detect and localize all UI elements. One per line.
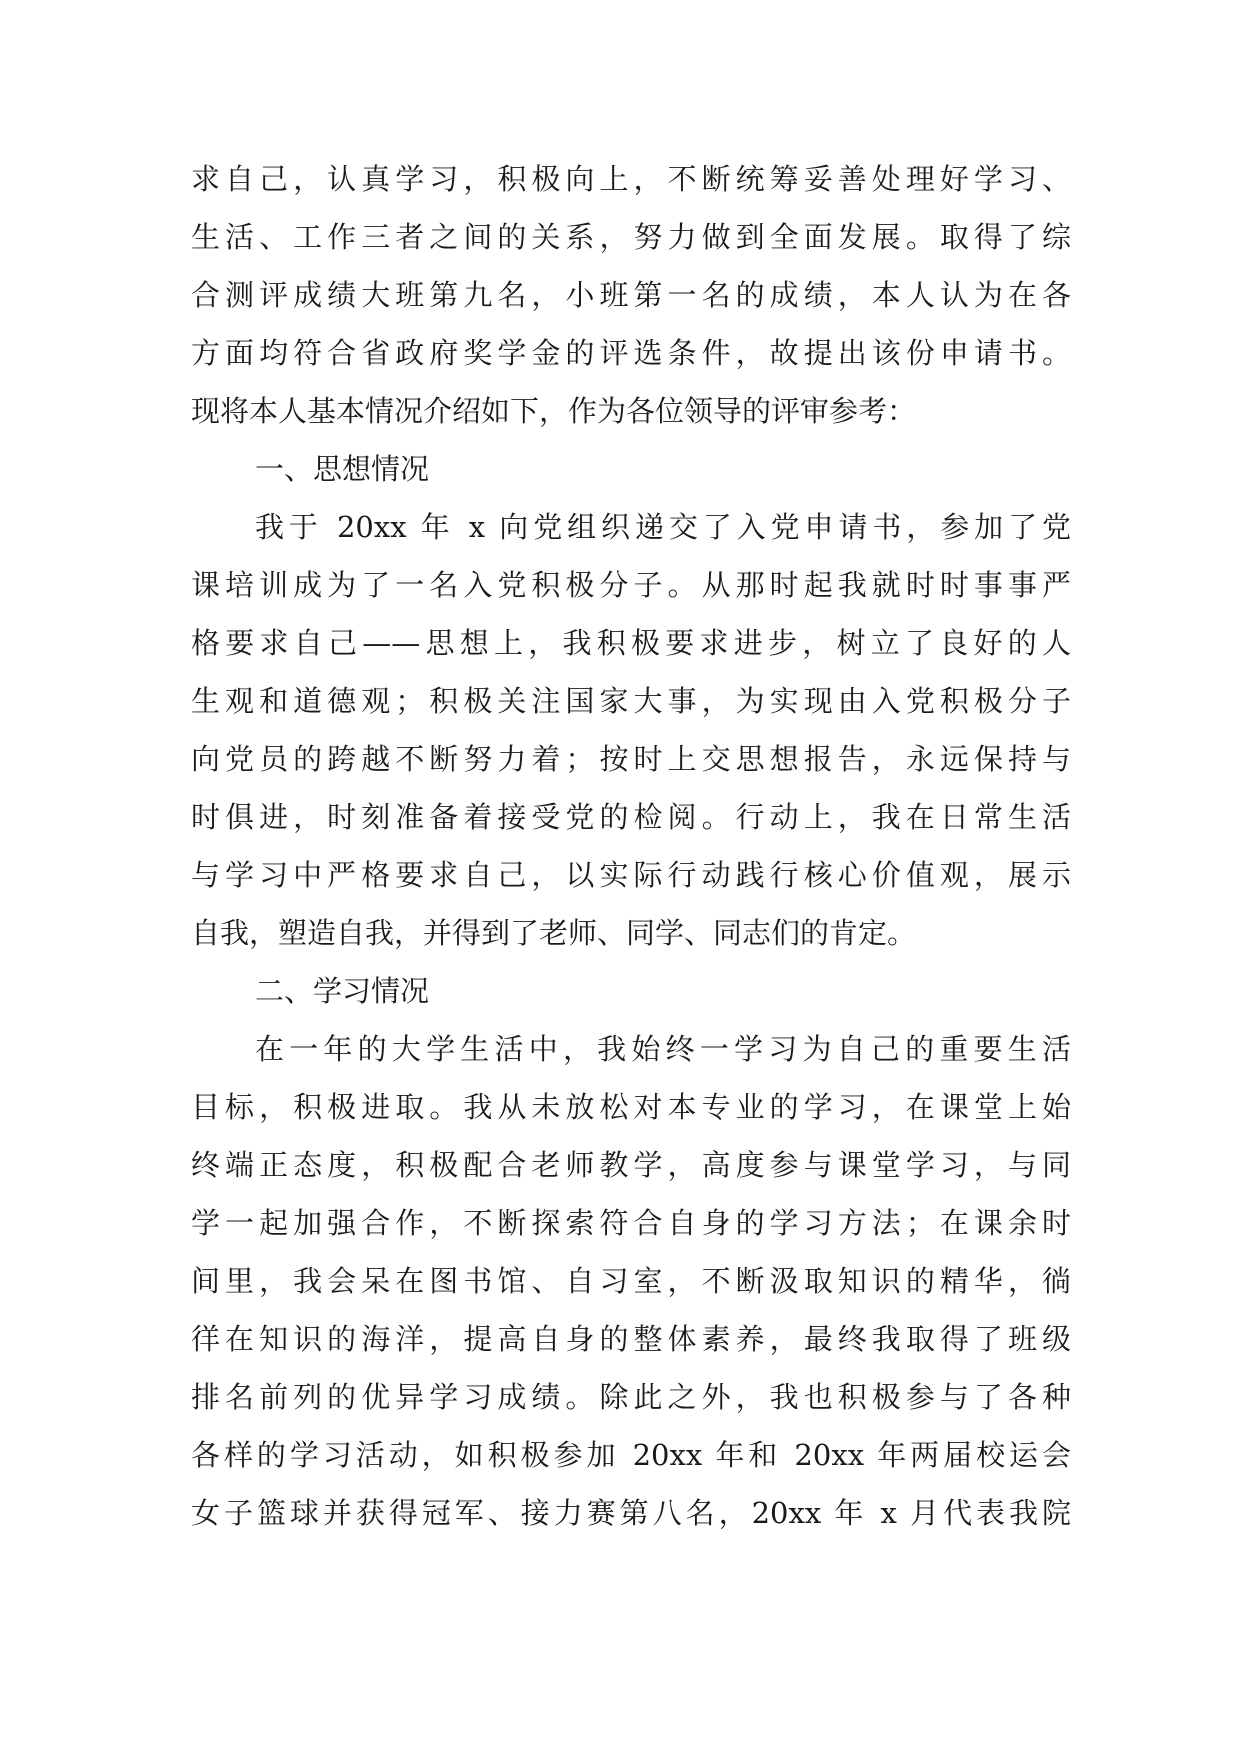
paragraph-line: 学一起加强合作，不断探索符合自身的学习方法；在课余时 xyxy=(191,1206,1071,1240)
paragraph-line: 各样的学习活动，如积极参加 20xx 年和 20xx 年两届校运会 xyxy=(191,1438,1071,1472)
paragraph-line: 向党员的跨越不断努力着；按时上交思想报告，永远保持与 xyxy=(191,742,1071,776)
section-heading: 一、思想情况 xyxy=(255,452,430,486)
paragraph-line: 生观和道德观；积极关注国家大事，为实现由入党积极分子 xyxy=(191,684,1071,718)
paragraph-line: 方面均符合省政府奖学金的评选条件，故提出该份申请书。 xyxy=(191,336,1071,370)
paragraph-line: 终端正态度，积极配合老师教学，高度参与课堂学习，与同 xyxy=(191,1148,1071,1182)
paragraph-line: 求自己，认真学习，积极向上，不断统筹妥善处理好学习、 xyxy=(191,162,1071,196)
paragraph-line: 时俱进，时刻准备着接受党的检阅。行动上，我在日常生活 xyxy=(191,800,1071,834)
paragraph-line: 女子篮球并获得冠军、接力赛第八名，20xx 年 x 月代表我院 xyxy=(191,1496,1071,1530)
paragraph-line: 我于 20xx 年 x 向党组织递交了入党申请书，参加了党 xyxy=(255,510,1071,544)
body-text xyxy=(191,150,1071,1542)
section-heading: 二、学习情况 xyxy=(255,974,430,1008)
paragraph-line: 在一年的大学生活中，我始终一学习为自己的重要生活 xyxy=(255,1032,1071,1066)
paragraph-line: 与学习中严格要求自己，以实际行动践行核心价值观，展示 xyxy=(191,858,1071,892)
paragraph-line: 课培训成为了一名入党积极分子。从那时起我就时时事事严 xyxy=(191,568,1071,602)
paragraph-line: 自我，塑造自我，并得到了老师、同学、同志们的肯定。 xyxy=(191,916,917,950)
paragraph-line: 徉在知识的海洋，提高自身的整体素养，最终我取得了班级 xyxy=(191,1322,1071,1356)
paragraph-line: 现将本人基本情况介绍如下，作为各位领导的评审参考： xyxy=(191,394,917,428)
paragraph-line: 生活、工作三者之间的关系，努力做到全面发展。取得了综 xyxy=(191,220,1071,254)
paragraph-line: 间里，我会呆在图书馆、自习室，不断汲取知识的精华，徜 xyxy=(191,1264,1071,1298)
paragraph-line: 格要求自己——思想上，我积极要求进步，树立了良好的人 xyxy=(191,626,1071,660)
paragraph-line: 合测评成绩大班第九名，小班第一名的成绩，本人认为在各 xyxy=(191,278,1071,312)
paragraph-line: 排名前列的优异学习成绩。除此之外，我也积极参与了各种 xyxy=(191,1380,1071,1414)
paragraph-line: 目标，积极进取。我从未放松对本专业的学习，在课堂上始 xyxy=(191,1090,1071,1124)
